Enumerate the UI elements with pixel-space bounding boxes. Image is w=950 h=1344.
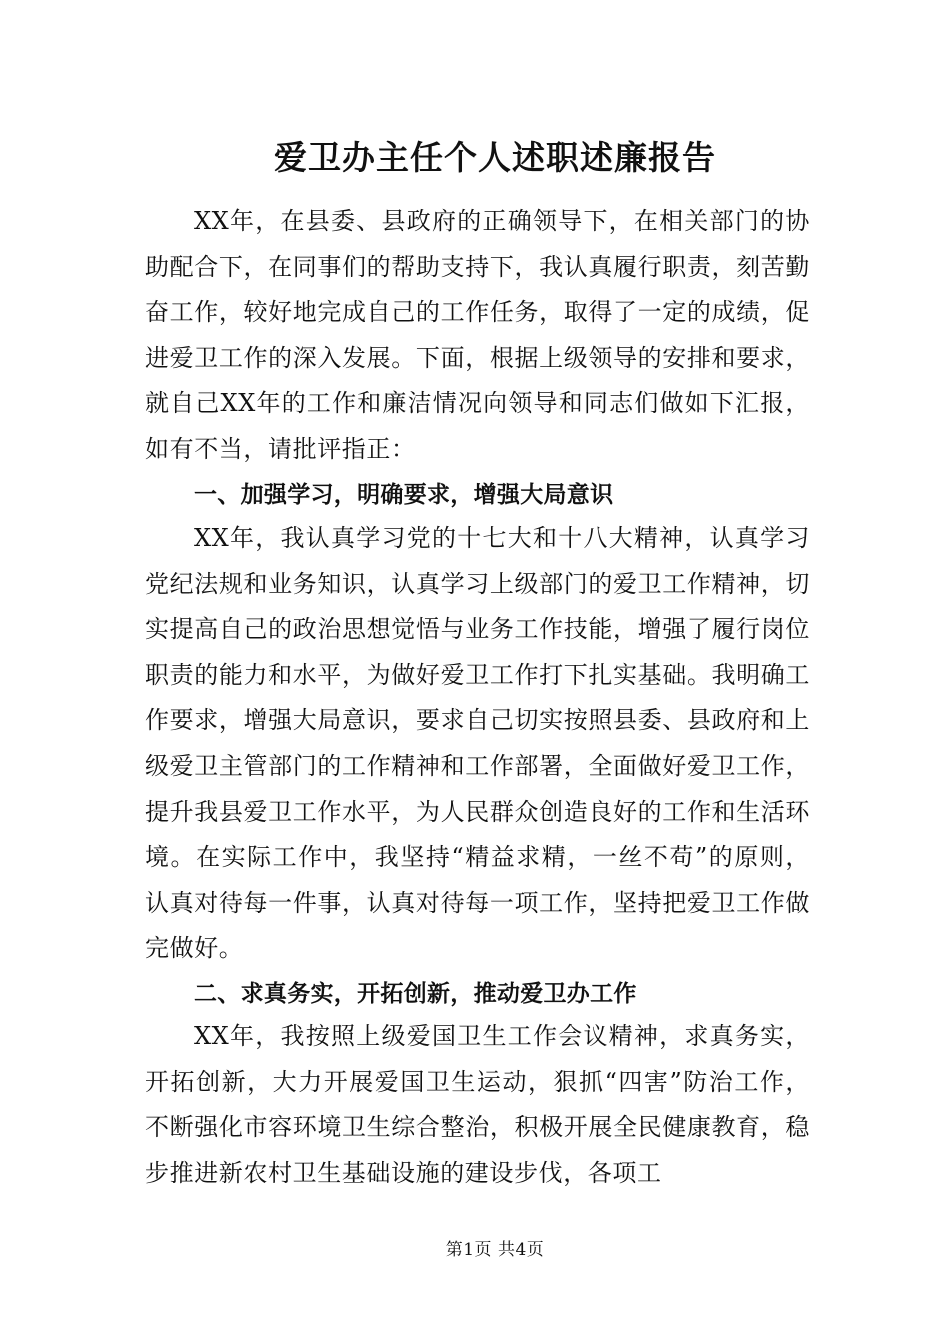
section-heading-2: 二、求真务实，开拓创新，推动爱卫办工作 <box>194 981 637 1007</box>
page-number-footer: 第1页 共4页 <box>445 1240 545 1260</box>
document-title: 爱卫办主任个人述职述廉报告 <box>274 138 716 177</box>
section-heading-1: 一、加强学习，明确要求，增强大局意识 <box>194 482 614 508</box>
section-2-paragraph: XX年，我按照上级爱国卫生工作会议精神，求真务实，开拓创新，大力开展爱国卫生运动，狠抓“四害”防治工作，不断强化市容环境卫生综合整治，积极开展全民健康教育，稳步推进新农村卫生基础设施的建设步伐，各项工 <box>145 1022 810 1187</box>
intro-paragraph: XX年，在县委、县政府的正确领导下，在相关部门的协助配合下，在同事们的帮助支持下，我认真履行职责，刻苦勤奋工作，较好地完成自己的工作任务，取得了一定的成绩，促进爱卫工作的深入发展。下面，根据上级领导的安排和要求，就自己XX年的工作和廉洁情况向领导和同志们做如下汇报，如有不当，请批评指正： <box>145 207 810 463</box>
section-1-paragraph: XX年，我认真学习党的十七大和十八大精神，认真学习党纪法规和业务知识，认真学习上级部门的爱卫工作精神，切实提高自己的政治思想觉悟与业务工作技能，增强了履行岗位职责的能力和水平，为做好爱卫工作打下扎实基础。我明确工作要求，增强大局意识，要求自己切实按照县委、县政府和上级爱卫主管部门的工作精神和工作部署，全面做好爱卫工作，提升我县爱卫工作水平，为人民群众创造良好的工作和生活环境。在实际工作中，我坚持“精益求精，一丝不苟”的原则，认真对待每一件事，认真对待每一项工作，坚持把爱卫工作做完做好。 <box>145 524 810 963</box>
